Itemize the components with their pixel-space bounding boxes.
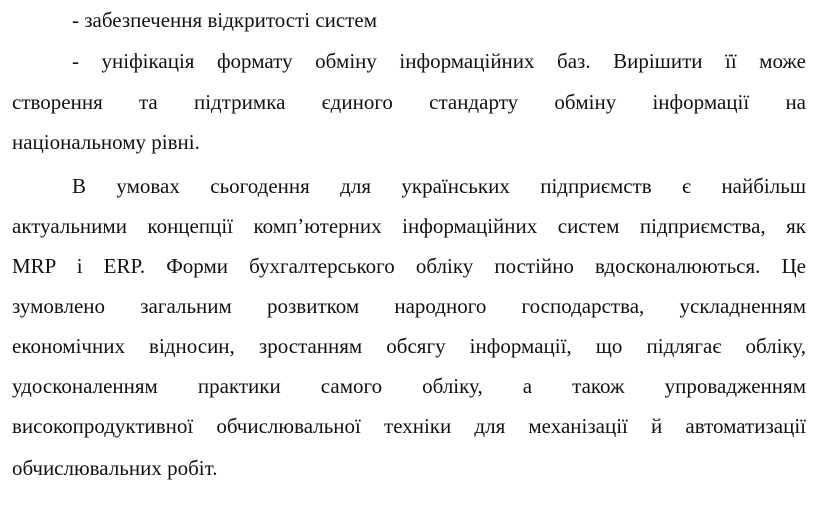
bullet-item-2-continuation: створення та підтримка єдиного стандарту обміну інформації на [12,90,806,114]
paragraph-line: В умовах сьогодення для українських підприємств є найбільш [72,174,806,198]
paragraph-line: обчислювальних робіт. [12,456,218,480]
paragraph-line: високопродуктивної обчислювальної техніки для механізації й автоматизації [12,414,806,438]
bullet-item-2: - уніфікація формату обміну інформаційних баз. Вирішити її може [72,49,806,73]
paragraph-line: удосконаленням практики самого обліку, а також упровадженням [12,374,806,398]
paragraph-line: актуальними концепції комп’ютерних інформаційних систем підприємства, як [12,214,806,238]
bullet-item-2-continuation: національному рівні. [12,130,200,154]
paragraph-line: зумовлено загальним розвитком народного господарства, ускладненням [12,294,806,318]
bullet-item-1: - забезпечення відкритості систем [72,8,377,32]
paragraph-line: MRP і ERP. Форми бухгалтерського обліку постійно вдосконалюються. Це [12,254,806,278]
paragraph-line: економічних відносин, зростанням обсягу інформації, що підлягає обліку, [12,334,806,358]
